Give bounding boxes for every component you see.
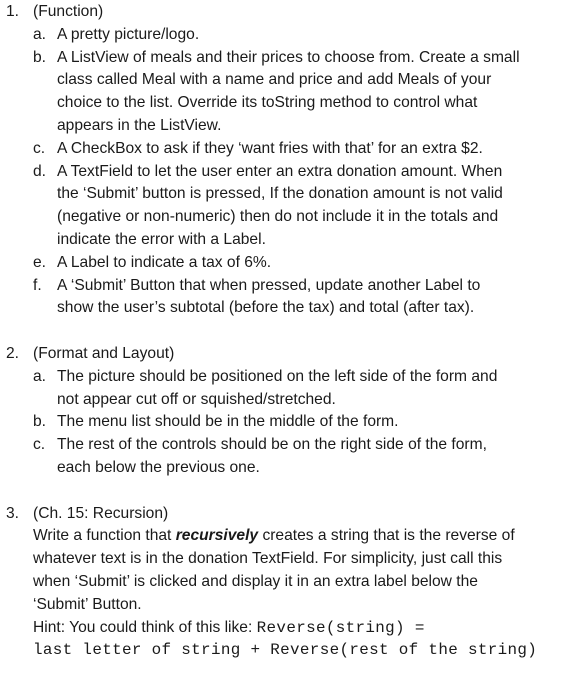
section-number: 2.: [6, 344, 20, 362]
list-item: [0, 252, 566, 275]
item-letter: b.: [33, 48, 47, 66]
hint-line: [33, 617, 562, 640]
item-letter: e.: [33, 253, 47, 271]
body-line: [33, 525, 562, 548]
item-text-line: (negative or non-numeric) then do not include it in the totals and: [57, 208, 499, 226]
spacer: [0, 320, 566, 343]
item-text-line: indicate the error with a Label.: [57, 230, 266, 248]
hint-code: Reverse(string) =: [256, 618, 425, 637]
item-letter: a.: [33, 25, 47, 43]
list-item: [0, 434, 566, 480]
hint-prefix: Hint: You could think of this like:: [33, 618, 257, 636]
section-heading: (Ch. 15: Recursion): [33, 504, 169, 522]
list-item: [0, 161, 566, 252]
body-text: creates a string that is the reverse of: [258, 527, 515, 545]
section-2: [0, 343, 566, 480]
item-text-line: The menu list should be in the middle of the form.: [57, 413, 399, 431]
item-text-line: appears in the ListView.: [57, 116, 222, 134]
list-item: [0, 411, 566, 434]
item-text-line: not appear cut off or squished/stretched.: [57, 390, 336, 408]
list-item: [0, 366, 566, 412]
item-letter: d.: [33, 162, 47, 180]
item-text-line: A ‘Submit’ Button that when pressed, update another Label to: [57, 276, 481, 294]
body-line: whatever text is in the donation TextField. For simplicity, just call this: [33, 550, 503, 568]
item-letter: c.: [33, 139, 46, 157]
item-text-line: A pretty picture/logo.: [57, 25, 200, 43]
section-number: 3.: [6, 504, 20, 522]
body-text: Write a function that: [33, 527, 176, 545]
list-item: [0, 138, 566, 161]
item-text-line: A ListView of meals and their prices to choose from. Create a small: [57, 48, 520, 66]
body-line: ‘Submit’ Button.: [33, 595, 142, 613]
list-item: [0, 24, 566, 47]
section-body: [0, 525, 566, 662]
spacer: [0, 480, 566, 503]
item-text-line: show the user’s subtotal (before the tax) and total (after tax).: [57, 299, 475, 317]
list-item: [0, 47, 566, 138]
item-text-line: The picture should be positioned on the left side of the form and: [57, 367, 498, 385]
item-text-line: The rest of the controls should be on the right side of the form,: [57, 436, 487, 454]
document: [0, 1, 566, 662]
body-line: when ‘Submit’ is clicked and display it in an extra label below the: [33, 572, 478, 590]
item-text-line: each below the previous one.: [57, 458, 260, 476]
item-letter: c.: [33, 436, 46, 454]
section-1: [0, 1, 566, 320]
section-number: 1.: [6, 3, 20, 20]
item-letter: a.: [33, 367, 47, 385]
item-letter: b.: [33, 413, 47, 431]
section-heading: (Function): [33, 3, 104, 20]
item-letter: f.: [33, 276, 42, 294]
emphasized-text: recursively: [175, 527, 259, 545]
item-text-line: class called Meal with a name and price and add Meals of your: [57, 71, 492, 89]
hint-code-line: last letter of string + Reverse(rest of the string): [33, 641, 538, 660]
section-3: [0, 503, 566, 663]
list-item: [0, 275, 566, 321]
item-text-line: the ‘Submit’ button is pressed, If the donation amount is not valid: [57, 185, 503, 203]
item-text-line: A Label to indicate a tax of 6%.: [57, 253, 272, 271]
item-text-line: A TextField to let the user enter an extra donation amount. When: [57, 162, 503, 180]
item-text-line: A CheckBox to ask if they ‘want fries with that’ for an extra $2.: [57, 139, 483, 157]
section-heading: (Format and Layout): [33, 344, 175, 362]
item-text-line: choice to the list. Override its toString method to control what: [57, 94, 478, 112]
